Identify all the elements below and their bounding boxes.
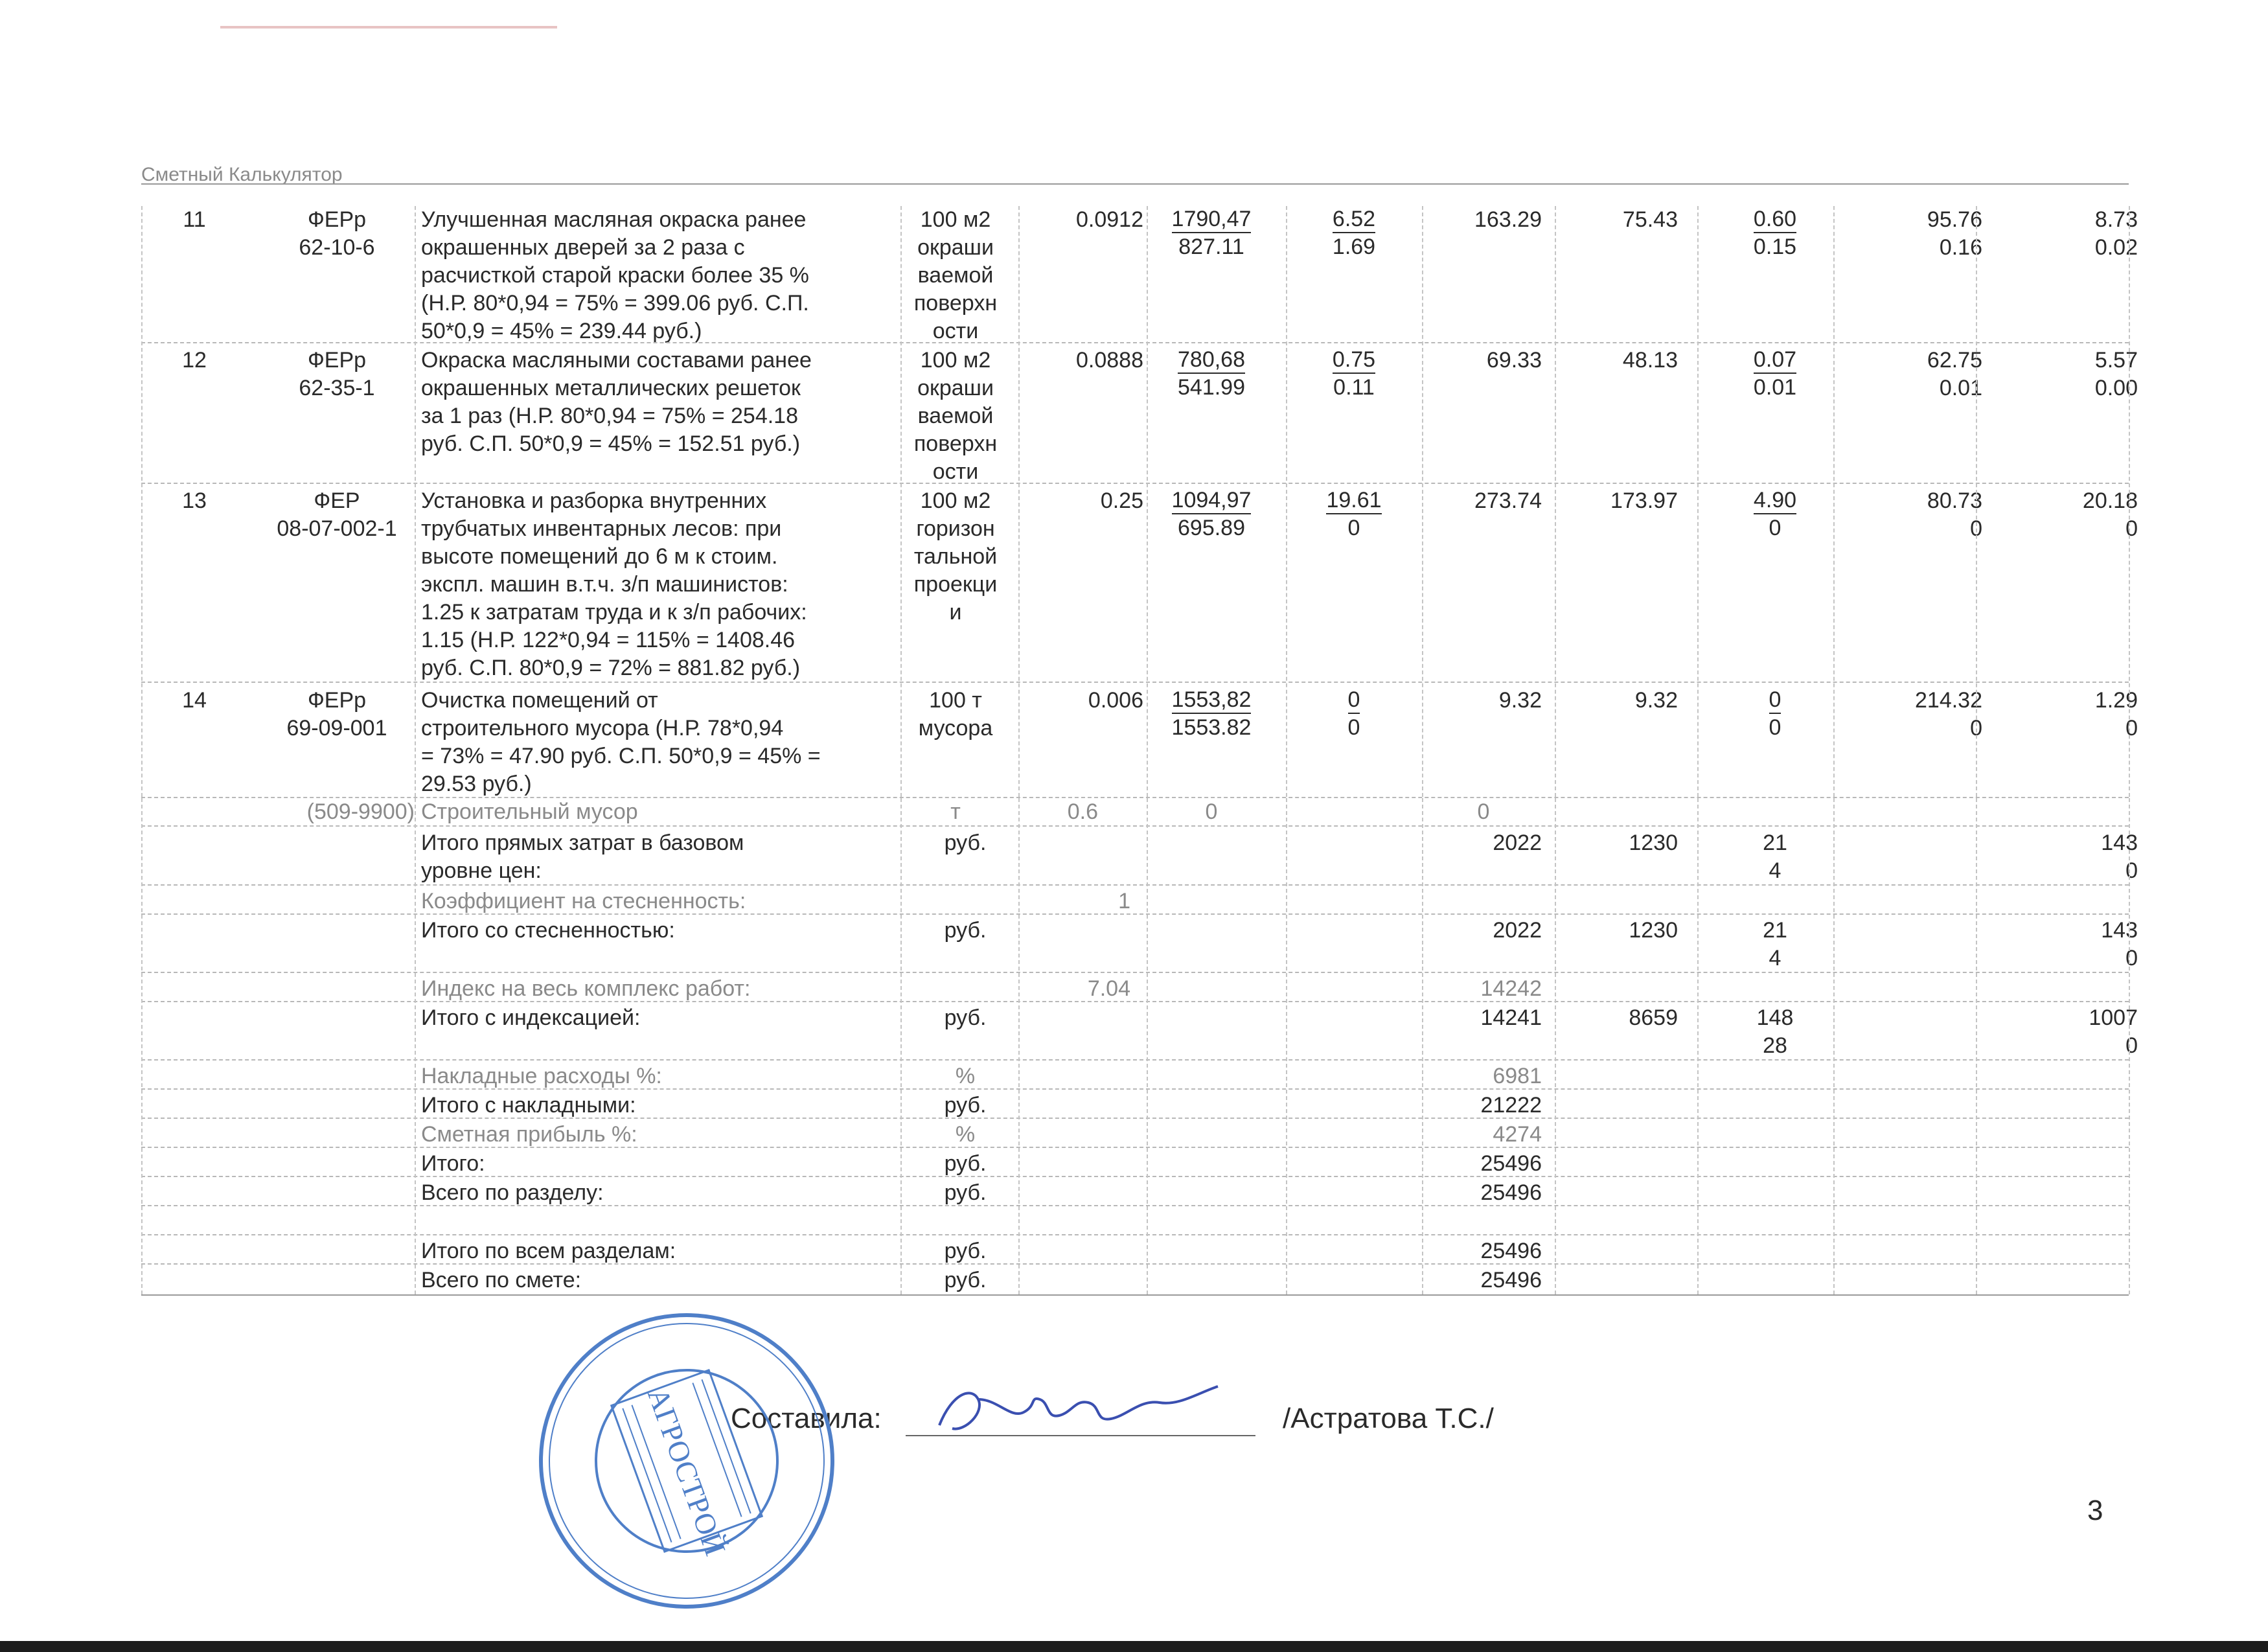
- row-unit: поверхн: [913, 431, 998, 456]
- row-unit: окраши: [917, 376, 994, 400]
- column-separator: [1697, 206, 1699, 797]
- row-labor: 95.76: [1927, 207, 1982, 232]
- row-unit: окраши: [917, 235, 994, 260]
- summary-total: 2022: [1493, 918, 1542, 943]
- column-separator: [2129, 798, 2130, 1294]
- row-number: 13: [182, 488, 207, 513]
- row-code: ФЕРр 69-09-001: [286, 688, 387, 740]
- row-description: руб. С.П. 80*0,9 = 72% = 881.82 руб.): [421, 656, 801, 680]
- row-number: 12: [182, 348, 207, 373]
- column-separator: [1286, 206, 1287, 797]
- summary-labor-total: 143: [2101, 831, 2138, 855]
- summary-unit: %: [955, 1064, 976, 1088]
- summary-unit: руб.: [944, 1239, 987, 1263]
- summary-machine: 21: [1763, 918, 1787, 943]
- row-labor: 80.73: [1927, 488, 1982, 513]
- row-labor-total: 5.57: [2094, 348, 2138, 373]
- summary-machine: 4: [1769, 946, 1781, 970]
- summary-label: Коэффициент на стесненность:: [421, 889, 746, 913]
- row-unit: и: [949, 600, 962, 625]
- summary-total: 25496: [1480, 1151, 1542, 1176]
- summary-total: 25496: [1480, 1268, 1542, 1292]
- row-machine-total-denominator: 0.15: [1753, 235, 1797, 259]
- row-machine-total: [1736, 206, 1814, 261]
- material-price: 0: [1205, 799, 1218, 824]
- summary-label: Итого с индексацией:: [421, 1005, 641, 1030]
- row-description: трубчатых инвентарных лесов: при: [421, 516, 782, 541]
- row-labor: 214.32: [1915, 688, 1982, 713]
- row-machine-cost-denominator: 0.11: [1333, 375, 1375, 400]
- row-machine-cost-numerator: 19.61: [1326, 487, 1381, 514]
- summary-label: уровне цен:: [421, 858, 542, 883]
- summary-unit: руб.: [944, 1093, 987, 1118]
- summary-total: 2022: [1493, 831, 1542, 855]
- row-separator: [141, 1294, 2129, 1296]
- column-separator: [1555, 798, 1556, 1294]
- summary-total: 25496: [1480, 1239, 1542, 1263]
- row-unit-price-numerator: 1553,82: [1172, 687, 1252, 714]
- material-unit: т: [950, 799, 961, 824]
- column-separator: [1018, 206, 1020, 797]
- row-machine-cost-denominator: 1.69: [1332, 235, 1376, 259]
- row-description: Окраска масляными составами ранее: [421, 348, 812, 373]
- row-total: 9.32: [1498, 688, 1542, 713]
- summary-total: 6981: [1493, 1064, 1542, 1088]
- column-separator: [900, 798, 902, 1294]
- row-unit-price: [1147, 206, 1276, 261]
- column-separator: [1976, 798, 1977, 1294]
- row-machine-cost-numerator: 0: [1348, 687, 1360, 714]
- summary-machine: 21: [1763, 831, 1787, 855]
- row-separator: [141, 1118, 2129, 1119]
- column-separator: [415, 206, 416, 797]
- row-machine-cost: [1315, 206, 1393, 261]
- summary-label: Сметная прибыль %:: [421, 1122, 637, 1147]
- row-machine-total-numerator: 4.90: [1754, 487, 1796, 514]
- row-separator: [141, 1147, 2129, 1148]
- row-quantity: 0.0888: [1076, 348, 1143, 373]
- row-description: окрашенных металлических решеток: [421, 376, 801, 400]
- row-unit: тальной: [913, 544, 998, 569]
- column-separator: [1697, 798, 1699, 1294]
- column-separator: [141, 798, 143, 1294]
- summary-total: 4274: [1493, 1122, 1542, 1147]
- summary-unit: руб.: [944, 1151, 987, 1176]
- row-machine-cost-numerator: 0.75: [1333, 347, 1375, 374]
- row-separator: [141, 1088, 2129, 1090]
- row-unit-price-numerator: 780,68: [1178, 347, 1245, 374]
- material-total: 0: [1477, 799, 1490, 824]
- signature-scribble: [926, 1373, 1224, 1445]
- summary-quantity: 1: [1118, 889, 1130, 913]
- row-labor-total: 8.73: [2094, 207, 2138, 232]
- column-separator: [1147, 798, 1148, 1294]
- material-quantity: 0.6: [1067, 799, 1098, 824]
- column-separator: [1018, 798, 1020, 1294]
- summary-label: Индекс на весь комплекс работ:: [421, 976, 751, 1001]
- column-separator: [1286, 798, 1287, 1294]
- row-unit-price: [1147, 487, 1276, 542]
- summary-label: Итого со стесненностью:: [421, 918, 675, 943]
- summary-wages: 1230: [1629, 918, 1678, 943]
- summary-label: Итого прямых затрат в базовом: [421, 831, 744, 855]
- row-description: = 73% = 47.90 руб. С.П. 50*0,9 = 45% =: [421, 744, 821, 768]
- summary-wages: 8659: [1629, 1005, 1678, 1030]
- column-separator: [1422, 798, 1423, 1294]
- row-description: 1.15 (Н.Р. 122*0,94 = 115% = 1408.46: [421, 628, 796, 652]
- row-wages: 173.97: [1610, 488, 1678, 513]
- row-unit: 100 м2: [920, 488, 991, 513]
- row-quantity: 0.0912: [1076, 207, 1143, 232]
- row-unit: ости: [932, 459, 979, 484]
- row-machine-cost: [1315, 687, 1393, 742]
- row-description: Очистка помещений от: [421, 688, 658, 713]
- row-separator: [141, 825, 2129, 827]
- signature-name: /Астратова Т.С./: [1283, 1403, 1494, 1434]
- row-wages: 75.43: [1622, 207, 1678, 232]
- row-machine-total-numerator: 0: [1769, 687, 1781, 714]
- row-machine-total-denominator: 0: [1769, 715, 1781, 740]
- row-unit: проекци: [913, 572, 998, 597]
- summary-label: Всего по смете:: [421, 1268, 582, 1292]
- summary-label: Накладные расходы %:: [421, 1064, 662, 1088]
- summary-unit: руб.: [944, 1005, 987, 1030]
- summary-total: 21222: [1480, 1093, 1542, 1118]
- summary-labor-total: 0: [2125, 858, 2138, 883]
- row-unit-price-numerator: 1094,97: [1172, 487, 1252, 514]
- row-unit-price-denominator: 695.89: [1178, 516, 1245, 540]
- row-labor-total: 0.00: [2094, 376, 2138, 400]
- row-code: ФЕР 08-07-002-1: [277, 488, 397, 541]
- row-unit-price-denominator: 1553.82: [1171, 715, 1252, 740]
- row-machine-cost: [1315, 487, 1393, 542]
- row-labor: 0: [1970, 716, 1982, 740]
- row-description: 1.25 к затратам труда и к з/п рабочих:: [421, 600, 807, 625]
- row-labor: 0.16: [1939, 235, 1982, 260]
- row-machine-cost: [1315, 347, 1393, 402]
- row-separator: [141, 1234, 2129, 1235]
- row-description: 29.53 руб.): [421, 772, 532, 796]
- column-separator: [1833, 798, 1835, 1294]
- row-wages: 9.32: [1634, 688, 1678, 713]
- summary-machine: 4: [1769, 858, 1781, 883]
- row-labor-total: 1.29: [2094, 688, 2138, 713]
- scan-bottom-edge: [0, 1641, 2268, 1652]
- row-description: расчисткой старой краски более 35 %: [421, 263, 809, 288]
- row-separator: [141, 1001, 2129, 1002]
- summary-unit: руб.: [944, 1268, 987, 1292]
- summary-label: Всего по разделу:: [421, 1180, 604, 1205]
- summary-total: 14242: [1480, 976, 1542, 1001]
- page-number: 3: [2087, 1495, 2103, 1526]
- signature-label: Составила:: [731, 1403, 882, 1434]
- row-unit: 100 м2: [920, 348, 991, 373]
- row-total: 69.33: [1486, 348, 1542, 373]
- column-separator: [1147, 206, 1148, 797]
- column-separator: [1833, 206, 1835, 797]
- row-description: высоте помещений до 6 м к стоим.: [421, 544, 778, 569]
- row-total: 273.74: [1474, 488, 1542, 513]
- row-machine-total-numerator: 0.60: [1754, 206, 1796, 233]
- row-machine-total: [1736, 687, 1814, 742]
- summary-machine: 28: [1763, 1033, 1787, 1058]
- row-wages: 48.13: [1622, 348, 1678, 373]
- row-labor: 0: [1970, 516, 1982, 541]
- row-separator: [141, 1205, 2129, 1206]
- row-machine-total: [1736, 487, 1814, 542]
- row-description: за 1 раз (Н.Р. 80*0,94 = 75% = 254.18: [421, 404, 799, 428]
- row-separator: [141, 1059, 2129, 1061]
- column-separator: [415, 798, 416, 1294]
- column-separator: [900, 206, 902, 797]
- row-total: 163.29: [1474, 207, 1542, 232]
- row-description: (Н.Р. 80*0,94 = 75% = 399.06 руб. С.П.: [421, 291, 809, 315]
- material-description: Строительный мусор: [421, 799, 638, 824]
- row-machine-cost-denominator: 0: [1347, 715, 1360, 740]
- column-separator: [2129, 206, 2130, 797]
- row-code: ФЕРр 62-35-1: [299, 348, 375, 400]
- summary-labor-total: 0: [2125, 946, 2138, 970]
- summary-total: 14241: [1480, 1005, 1542, 1030]
- row-separator: [141, 972, 2129, 973]
- row-unit-price-numerator: 1790,47: [1172, 206, 1252, 233]
- summary-labor-total: 1007: [2089, 1005, 2138, 1030]
- row-unit-price-denominator: 827.11: [1178, 235, 1244, 259]
- row-labor: 0.01: [1939, 376, 1982, 400]
- stamp-center-text: АГРОСТРОЙ: [641, 1383, 733, 1560]
- summary-label: Итого с накладными:: [421, 1093, 636, 1118]
- row-separator: [141, 1176, 2129, 1177]
- row-description: экспл. машин в.т.ч. з/п машинистов:: [421, 572, 788, 597]
- row-unit: 100 м2: [920, 207, 991, 232]
- row-machine-cost-numerator: 6.52: [1333, 206, 1375, 233]
- row-description: 50*0,9 = 45% = 239.44 руб.): [421, 319, 702, 343]
- row-separator: [141, 884, 2129, 886]
- summary-labor-total: 0: [2125, 1033, 2138, 1058]
- summary-unit: руб.: [944, 1180, 987, 1205]
- summary-label: Итого:: [421, 1151, 485, 1176]
- row-unit: поверхн: [913, 291, 998, 315]
- row-unit: мусора: [918, 716, 993, 740]
- scan-mark: [220, 26, 557, 29]
- row-description: строительного мусора (Н.Р. 78*0,94: [421, 716, 784, 740]
- row-description: Улучшенная масляная окраска ранее: [421, 207, 807, 232]
- row-quantity: 0.25: [1100, 488, 1143, 513]
- row-machine-cost-denominator: 0: [1347, 516, 1360, 540]
- row-labor-total: 0.02: [2094, 235, 2138, 260]
- row-description: Установка и разборка внутренних: [421, 488, 767, 513]
- column-separator: [1976, 206, 1977, 797]
- summary-label: Итого по всем разделам:: [421, 1239, 676, 1263]
- row-labor: 62.75: [1927, 348, 1982, 373]
- row-machine-total-numerator: 0.07: [1754, 347, 1796, 374]
- row-unit: 100 т: [929, 688, 982, 713]
- row-unit: горизон: [916, 516, 995, 541]
- material-code: (509-9900): [306, 799, 415, 824]
- row-labor-total: 0: [2125, 716, 2138, 740]
- row-separator: [141, 682, 2129, 683]
- row-labor-total: 0: [2125, 516, 2138, 541]
- row-unit: ваемой: [917, 404, 994, 428]
- row-machine-total-denominator: 0.01: [1753, 375, 1797, 400]
- summary-labor-total: 143: [2101, 918, 2138, 943]
- row-separator: [141, 1263, 2129, 1265]
- row-separator: [141, 342, 2129, 343]
- row-separator: [141, 913, 2129, 915]
- row-unit-price-denominator: 541.99: [1178, 375, 1245, 400]
- row-unit-price: [1147, 347, 1276, 402]
- header-rule: [141, 183, 2129, 185]
- row-number: 14: [182, 688, 207, 713]
- row-machine-total: [1736, 347, 1814, 402]
- row-code: ФЕРр 62-10-6: [299, 207, 375, 260]
- column-separator: [141, 206, 143, 797]
- row-number: 11: [183, 207, 206, 232]
- summary-unit: руб.: [944, 831, 987, 855]
- row-description: руб. С.П. 50*0,9 = 45% = 152.51 руб.): [421, 431, 801, 456]
- row-machine-total-denominator: 0: [1769, 516, 1781, 540]
- summary-quantity: 7.04: [1087, 976, 1130, 1001]
- summary-total: 25496: [1480, 1180, 1542, 1205]
- summary-machine: 148: [1756, 1005, 1794, 1030]
- column-separator: [1422, 206, 1423, 797]
- row-quantity: 0.006: [1088, 688, 1143, 713]
- column-separator: [1555, 206, 1556, 797]
- row-labor-total: 20.18: [2082, 488, 2138, 513]
- summary-unit: руб.: [944, 918, 987, 943]
- app-title: Сметный Калькулятор: [141, 164, 343, 185]
- row-unit-price: [1147, 687, 1276, 742]
- row-unit: ости: [932, 319, 979, 343]
- row-unit: ваемой: [917, 263, 994, 288]
- row-description: окрашенных дверей за 2 раза с: [421, 235, 745, 260]
- summary-wages: 1230: [1629, 831, 1678, 855]
- row-separator: [141, 483, 2129, 484]
- summary-unit: %: [955, 1122, 976, 1147]
